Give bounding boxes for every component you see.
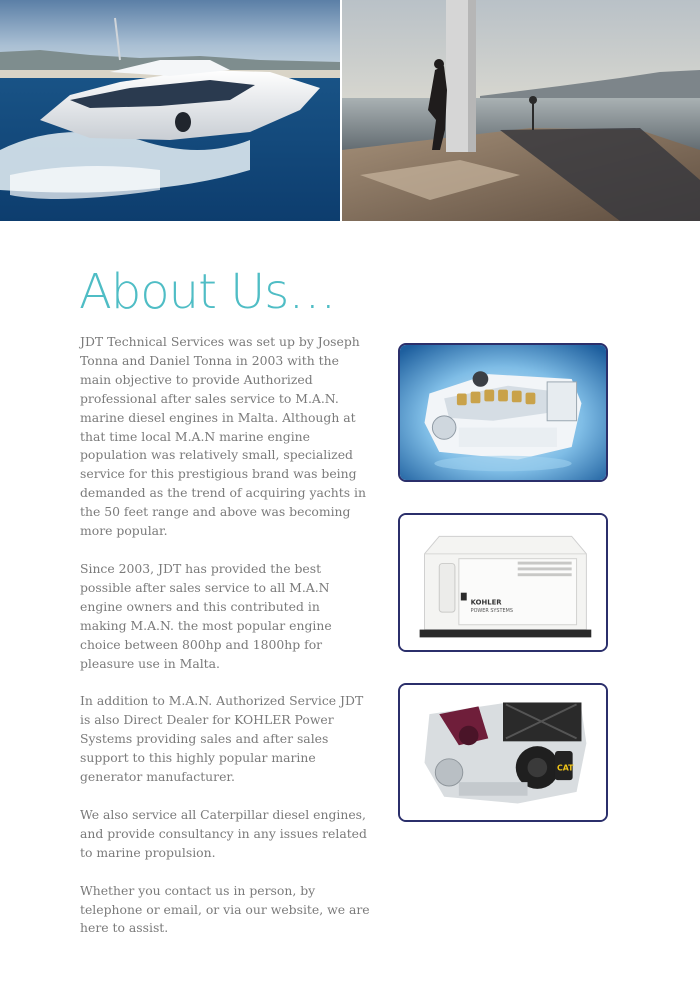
about-body: [80, 333, 370, 957]
hero-banner: [0, 0, 700, 221]
kohler-generator-photo: [398, 513, 608, 652]
page-title: About Us…: [79, 264, 336, 320]
cat-badge-text: CAT: [556, 763, 574, 773]
caterpillar-engine-photo: [398, 683, 608, 822]
man-engine-photo: [398, 343, 608, 482]
paragraph-contact: Whether you contact us in person, by telephone or email, or via our website, we are here to assist.: [80, 882, 370, 936]
paragraph-since-2003: Since 2003, JDT has provided the best possible after sales service to all M.A.N engine owners and this contributed in making M.A.N. the most popular engine choice between 800hp and 1800hp for pleasure use in Malta.: [80, 560, 332, 671]
bow-sunset-photo: [342, 0, 700, 221]
paragraph-history: JDT Technical Services was set up by Joseph Tonna and Daniel Tonna in 2003 with the main objective to provide Authorized professional after sales service to M.A.N. marine diesel engines in Malta. Although at that time local M.A.N marine engine population was relatively small, specialized service for this prestigious brand was being demanded as the trend of acquiring yachts in the 50 feet range and above was becoming more popular.: [80, 334, 366, 539]
kohler-subtitle-text: POWER SYSTEMS: [470, 608, 513, 615]
kohler-brand-text: KOHLER: [470, 598, 502, 607]
paragraph-caterpillar: We also service all Caterpillar diesel engines, and provide consultancy in any issues related to marine propulsion.: [80, 806, 367, 860]
hero-photos: [0, 0, 700, 221]
yacht-photo: [0, 0, 340, 221]
paragraph-kohler: In addition to M.A.N. Authorized Service JDT is also Direct Dealer for KOHLER Power Systems providing sales and after sales support to this highly popular marine generator manufacturer.: [80, 693, 364, 785]
